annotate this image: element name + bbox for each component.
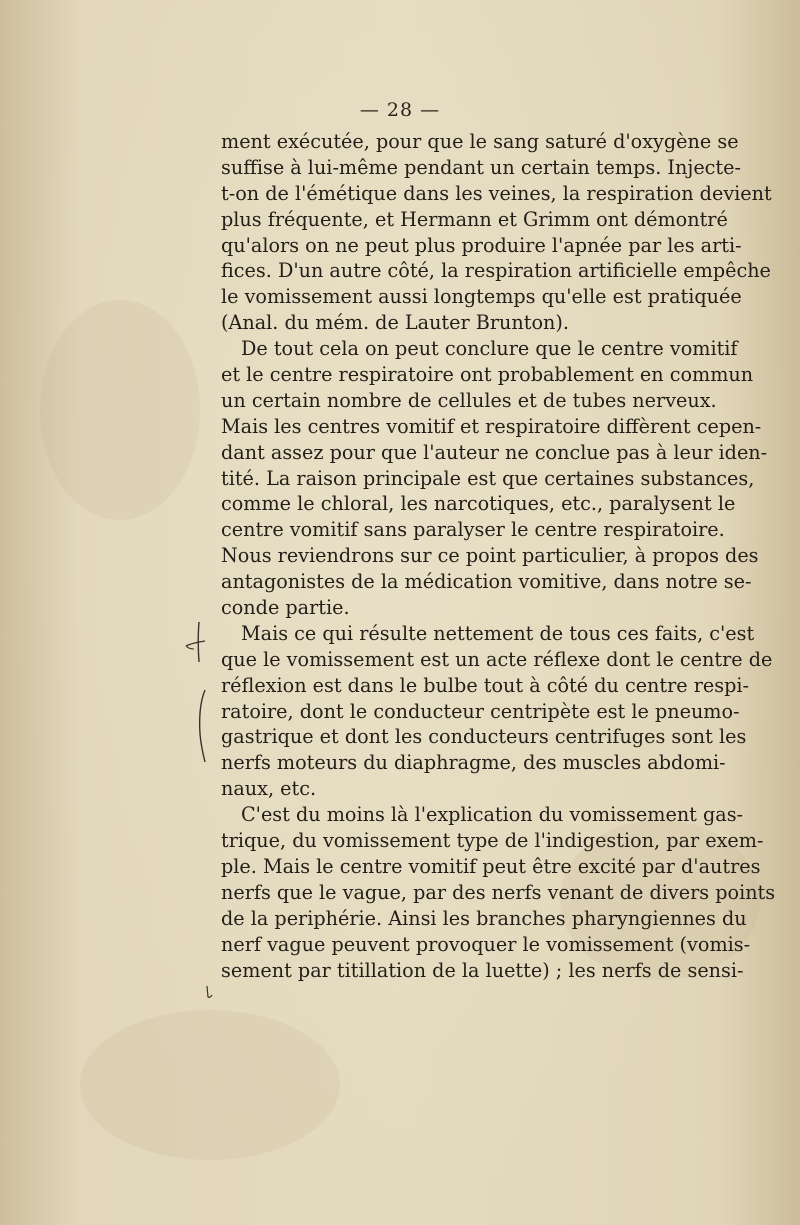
margin-tick-mark [204,985,214,999]
text-line: sement par titillation de la luette) ; les nerfs de sensi- [221,958,744,982]
text-line: centre vomitif sans paralyser le centre respiratoire. [221,518,725,542]
text-line: De tout cela on peut conclure que le centre vomitif [241,337,738,361]
text-line: qu'alors on ne peut plus produire l'apnée par les arti- [221,233,742,257]
text-line: C'est du moins là l'explication du vomissement gas- [241,803,744,827]
text-line: tité. La raison principale est que certaines substances, [221,466,755,490]
text-line: gastrique et dont les conducteurs centrifuges sont les [221,725,747,749]
text-line: et le centre respiratoire ont probablement en commun [221,363,754,387]
body-text [221,129,776,983]
text-line: de la periphérie. Ainsi les branches pharyngiennes du [221,906,747,930]
text-line: fices. D'un autre côté, la respiration artificielle empêche [221,259,771,283]
paper-stain [80,1010,340,1160]
paper-stain [40,300,200,520]
text-line: que le vomissement est un acte réflexe dont le centre de [221,647,773,671]
text-line: antagonistes de la médication vomitive, dans notre se- [221,570,752,594]
text-line: dant assez pour que l'auteur ne conclue pas à leur iden- [221,440,768,464]
margin-bracket-mark [194,688,210,764]
text-line: réflexion est dans le bulbe tout à côté du centre respi- [221,673,750,697]
text-line: Mais ce qui résulte nettement de tous ces faits, c'est [241,621,755,645]
text-line: plus fréquente, et Hermann et Grimm ont démontré [221,207,728,231]
text-line: Nous reviendrons sur ce point particulier, à propos des [221,544,759,568]
text-line: ment exécutée, pour que le sang saturé d'oxygène se [221,130,739,153]
text-line: nerfs moteurs du diaphragme, des muscles abdomi- [221,751,726,775]
text-line: Mais les centres vomitif et respiratoire diffèrent cepen- [221,414,762,438]
text-line: un certain nombre de cellules et de tubes nerveux. [221,388,717,412]
text-line: comme le chloral, les narcotiques, etc., paralysent le [221,492,736,516]
text-line: t-on de l'émétique dans les veines, la respiration devient [221,181,772,205]
text-line: ple. Mais le centre vomitif peut être excité par d'autres [221,854,761,878]
text-line: le vomissement aussi longtemps qu'elle est pratiquée [221,285,742,309]
text-line: ratoire, dont le conducteur centripète est le pneumo- [221,699,740,723]
text-line: conde partie. [221,596,350,620]
text-line: trique, du vomissement type de l'indigestion, par exem- [221,829,764,853]
page-number: — 28 — [359,99,441,121]
text-line: suffise à lui-même pendant un certain temps. Injecte- [221,155,741,179]
text-line: (Anal. du mém. de Lauter Brunton). [221,311,569,335]
text-line: naux, etc. [221,777,317,801]
margin-cross-mark [180,618,208,666]
text-line: nerfs que le vague, par des nerfs venant de divers points [221,880,776,904]
text-line: nerf vague peuvent provoquer le vomissement (vomis- [221,932,751,956]
